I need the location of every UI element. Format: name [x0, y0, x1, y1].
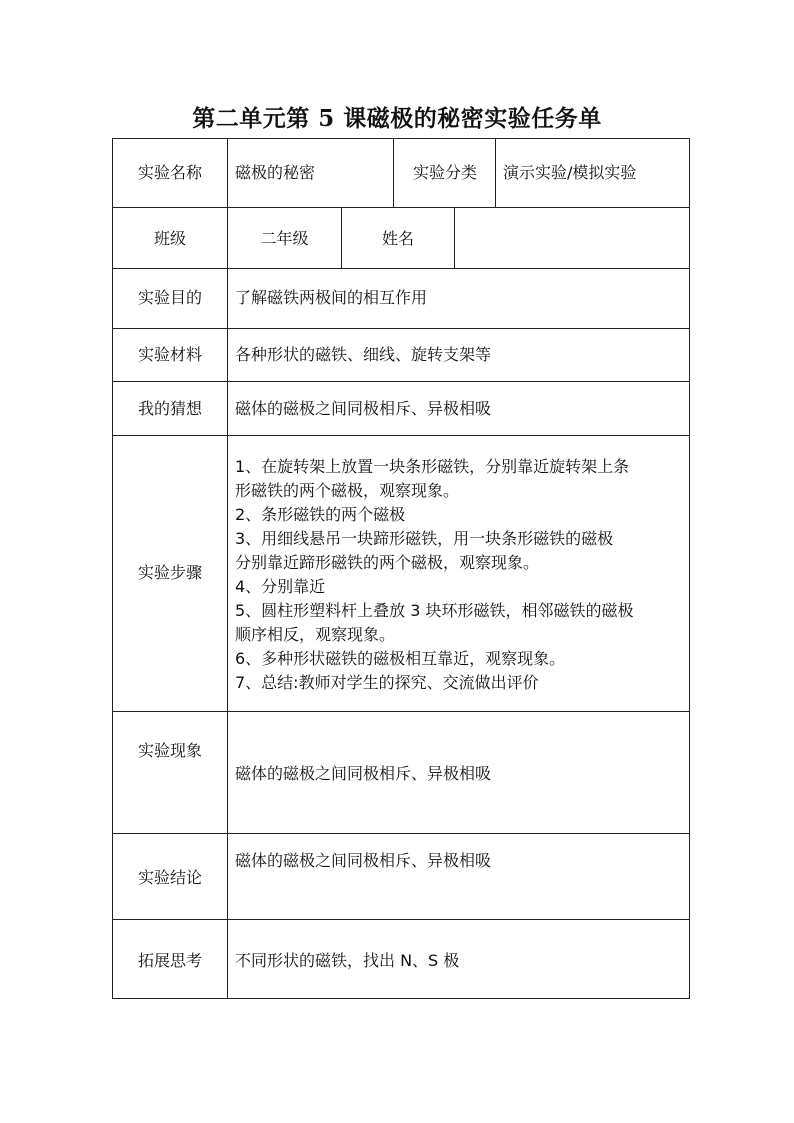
class-value: 二年级 — [260, 229, 309, 248]
row-divider — [113, 268, 689, 269]
steps-list — [235, 455, 690, 695]
experiment-type-value: 演示实验/模拟实验 — [503, 163, 637, 182]
row-divider — [113, 328, 689, 329]
row-divider — [113, 207, 689, 208]
class-label: 班级 — [153, 229, 186, 248]
step-line: 3、用细线悬吊一块蹄形磁铁，用一块条形磁铁的磁极 — [235, 529, 614, 548]
step-line: 7、总结:教师对学生的探究、交流做出评价 — [235, 673, 539, 692]
conclusion-label: 实验结论 — [137, 868, 202, 887]
phenomenon-value: 磁体的磁极之间同极相斥、异极相吸 — [235, 764, 492, 783]
column-divider — [454, 207, 455, 268]
steps-label: 实验步骤 — [137, 563, 202, 582]
step-line: 形磁铁的两个磁极，观察现象。 — [235, 481, 460, 500]
step-line: 6、多种形状磁铁的磁极相互靠近，观察现象。 — [235, 649, 566, 668]
step-line: 5、圆柱形塑料杆上叠放 3 块环形磁铁，相邻磁铁的磁极 — [235, 601, 634, 620]
column-divider — [227, 139, 228, 999]
task-table — [112, 138, 690, 999]
row-divider — [113, 833, 689, 834]
materials-label: 实验材料 — [137, 345, 202, 364]
purpose-label: 实验目的 — [137, 288, 202, 307]
phenomenon-label: 实验现象 — [137, 741, 202, 760]
column-divider — [495, 139, 496, 207]
step-line: 1、在旋转架上放置一块条形磁铁，分别靠近旋转架上条 — [235, 457, 630, 476]
hypothesis-label: 我的猜想 — [137, 399, 202, 418]
extension-label: 拓展思考 — [137, 951, 202, 970]
column-divider — [393, 139, 394, 207]
experiment-type-label: 实验分类 — [412, 163, 477, 182]
step-line: 2、条形磁铁的两个磁极 — [235, 505, 406, 524]
document-title: 第二单元第 5 课磁极的秘密实验任务单 — [192, 105, 602, 132]
experiment-name-label: 实验名称 — [137, 163, 202, 182]
step-line: 顺序相反，观察现象。 — [235, 625, 396, 644]
student-name-label: 姓名 — [381, 229, 414, 248]
row-divider — [113, 711, 689, 712]
extension-value: 不同形状的磁铁，找出 N、S 极 — [235, 951, 460, 970]
purpose-value: 了解磁铁两极间的相互作用 — [235, 288, 428, 307]
experiment-name-value: 磁极的秘密 — [235, 163, 316, 182]
hypothesis-value: 磁体的磁极之间同极相斥、异极相吸 — [235, 399, 492, 418]
row-divider — [113, 435, 689, 436]
conclusion-value: 磁体的磁极之间同极相斥、异极相吸 — [235, 851, 492, 870]
step-line: 分别靠近蹄形磁铁的两个磁极，观察现象。 — [235, 553, 540, 572]
materials-value: 各种形状的磁铁、细线、旋转支架等 — [235, 345, 492, 364]
row-divider — [113, 919, 689, 920]
row-divider — [113, 381, 689, 382]
step-line: 4、分别靠近 — [235, 577, 326, 596]
